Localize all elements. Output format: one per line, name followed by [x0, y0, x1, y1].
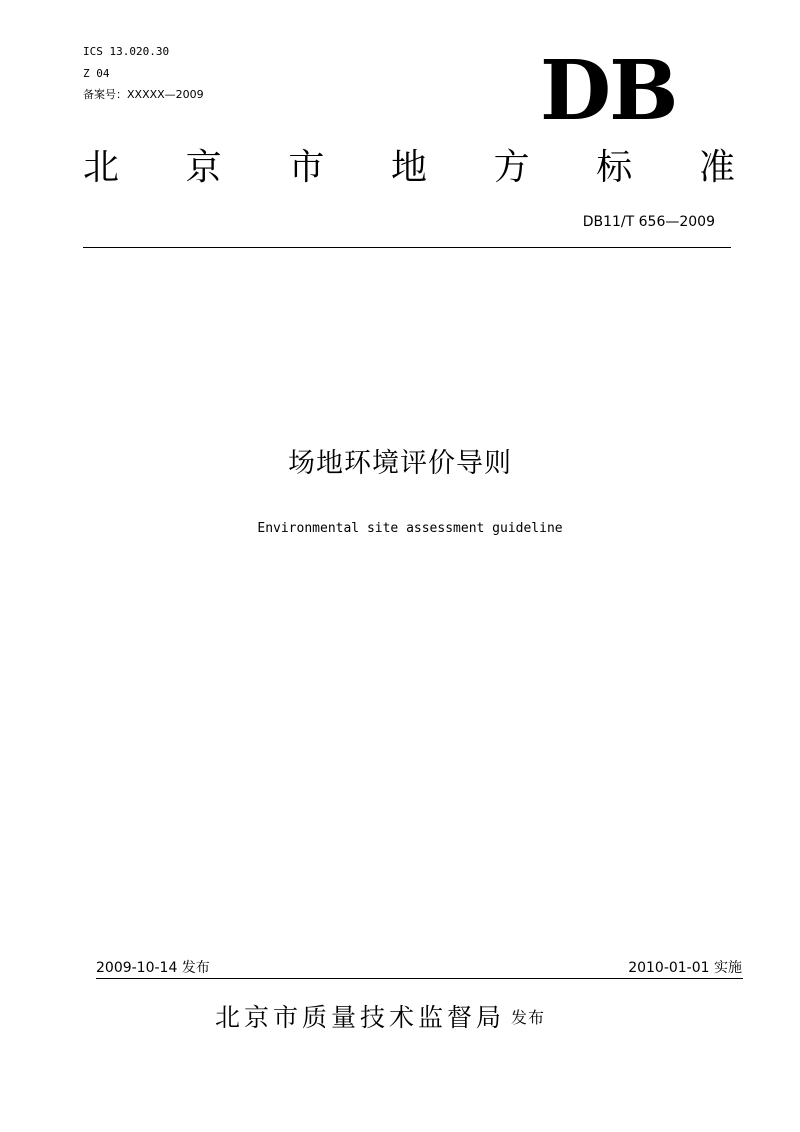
document-title: 场地环境评价导则	[288, 448, 512, 479]
publisher	[215, 1001, 545, 1035]
standard-title-char: 地	[390, 147, 427, 188]
standard-title-char: 标	[596, 147, 633, 188]
ics-code: ICS 13.020.30	[83, 45, 170, 58]
publisher-name: 北京市质量技术监督局	[215, 1003, 506, 1032]
standard-title	[83, 146, 735, 190]
publisher-suffix: 发布	[511, 1008, 546, 1027]
header-divider	[83, 247, 731, 248]
footer-divider	[96, 978, 743, 979]
standard-title-char: 方	[493, 147, 530, 188]
standard-title-char: 北	[83, 147, 120, 188]
issue-date: 2009-10-14 发布	[96, 960, 210, 976]
classification-code: Z 04	[83, 67, 110, 80]
implementation-date: 2010-01-01 实施	[628, 960, 742, 976]
record-number: 备案号：XXXXX—2009	[83, 88, 204, 101]
standard-title-char: 京	[185, 147, 222, 188]
db-logo: DB	[540, 43, 677, 139]
standard-title-char: 市	[288, 147, 325, 188]
standard-title-char: 准	[698, 147, 735, 188]
standard-number: DB11/T 656—2009	[582, 214, 715, 230]
document-subtitle: Environmental site assessment guideline	[257, 521, 563, 536]
